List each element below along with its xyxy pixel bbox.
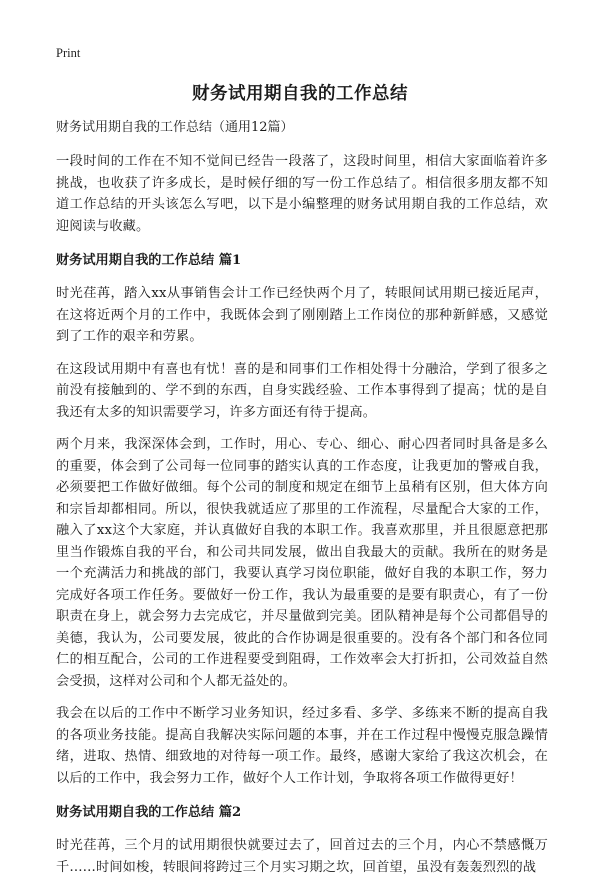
intro-paragraph: 一段时间的工作在不知不觉间已经告一段落了，这段时间里，相信大家面临着许多挑战，也收获了许多成长，是时候仔细的写一份工作总结了。相信很多朋友都不知道工作总结的开头该怎么写吧，以下是小编整理的财务试用期自我的工作总结，欢迎阅读与收藏。 (56, 154, 548, 234)
section-1-paragraph-2: 在这段试用期中有喜也有忧！喜的是和同事们工作相处得十分融洽，学到了很多之前没有接触到的、学不到的东西，自身实践经验、工作本事得到了提高；忧的是自我还有太多的知识需要学习，许多方面还有待于提高。 (56, 361, 548, 420)
section-heading-1: 财务试用期自我的工作总结 篇1 (56, 253, 242, 268)
print-link[interactable]: Print (56, 46, 81, 60)
section-1-paragraph-4: 我会在以后的工作中不断学习业务知识，经过多看、多学、多练来不断的提高自我的各项业务技能。提高自我解决实际问题的本事，并在工作过程中慢慢克服急躁情绪，进取、热情、细致地的对待每一项工作。最终，感谢大家给了我这次机会，在以后的工作中，我会努力工作，做好个人工作计划，争取将各项工作做得更好！ (56, 706, 548, 786)
section-heading-2: 财务试用期自我的工作总结 篇2 (56, 805, 242, 820)
page-title: 财务试用期自我的工作总结 (192, 84, 408, 104)
section-1-paragraph-3: 两个月来，我深深体会到，工作时，用心、专心、细心、耐心四者同时具备是多么的重要，体会到了公司每一位同事的踏实认真的工作态度，让我更加的警戒自我，必须要把工作做好做细。每个公司的制度和规定在细节上虽稍有区别，但大体方向和宗旨却都相同。所以，很快我就适应了那里的工作流程，尽量配合大家的工作，融入了xx这个大家庭，并认真做好自我的本职工作。我喜欢那里，并且很愿意把那里当作锻炼自我的平台，和公司共同发展，做出自我最大的贡献。我所在的财务是一个充满活力和挑战的部门，我要认真学习岗位职能，做好自我的本职工作，努力完成好各项工作任务。要做好一份工作，我认为最重要的是要有职责心，有了一份职责在身上，就会努力去完成它，并尽量做到完美。团队精神是每个公司都倡导的美德，我认为，公司要发展，彼此的合作协调是很重要的。没有各个部门和各位同仁的相互配合，公司的工作进程要受到阻碍，工作效率会大打折扣，公司效益自然会受损，这样对公司和个人都无益处的。 (56, 437, 548, 689)
document-subtitle: 财务试用期自我的工作总结（通用12篇） (56, 120, 294, 135)
section-1-paragraph-1: 时光荏苒，踏入xx从事销售会计工作已经快两个月了，转眼间试用期已接近尾声，在这将近两个月的工作中，我既体会到了刚刚踏上工作岗位的那种新鲜感，又感觉到了工作的艰辛和劳累。 (56, 286, 548, 344)
section-2-paragraph-1: 时光荏苒，三个月的试用期很快就要过去了，回首过去的三个月，内心不禁感慨万千……时间如梭，转眼间将跨过三个月实习期之坎，回首望，虽没有轰轰烈烈的战 (56, 838, 548, 875)
document-body (56, 119, 548, 889)
